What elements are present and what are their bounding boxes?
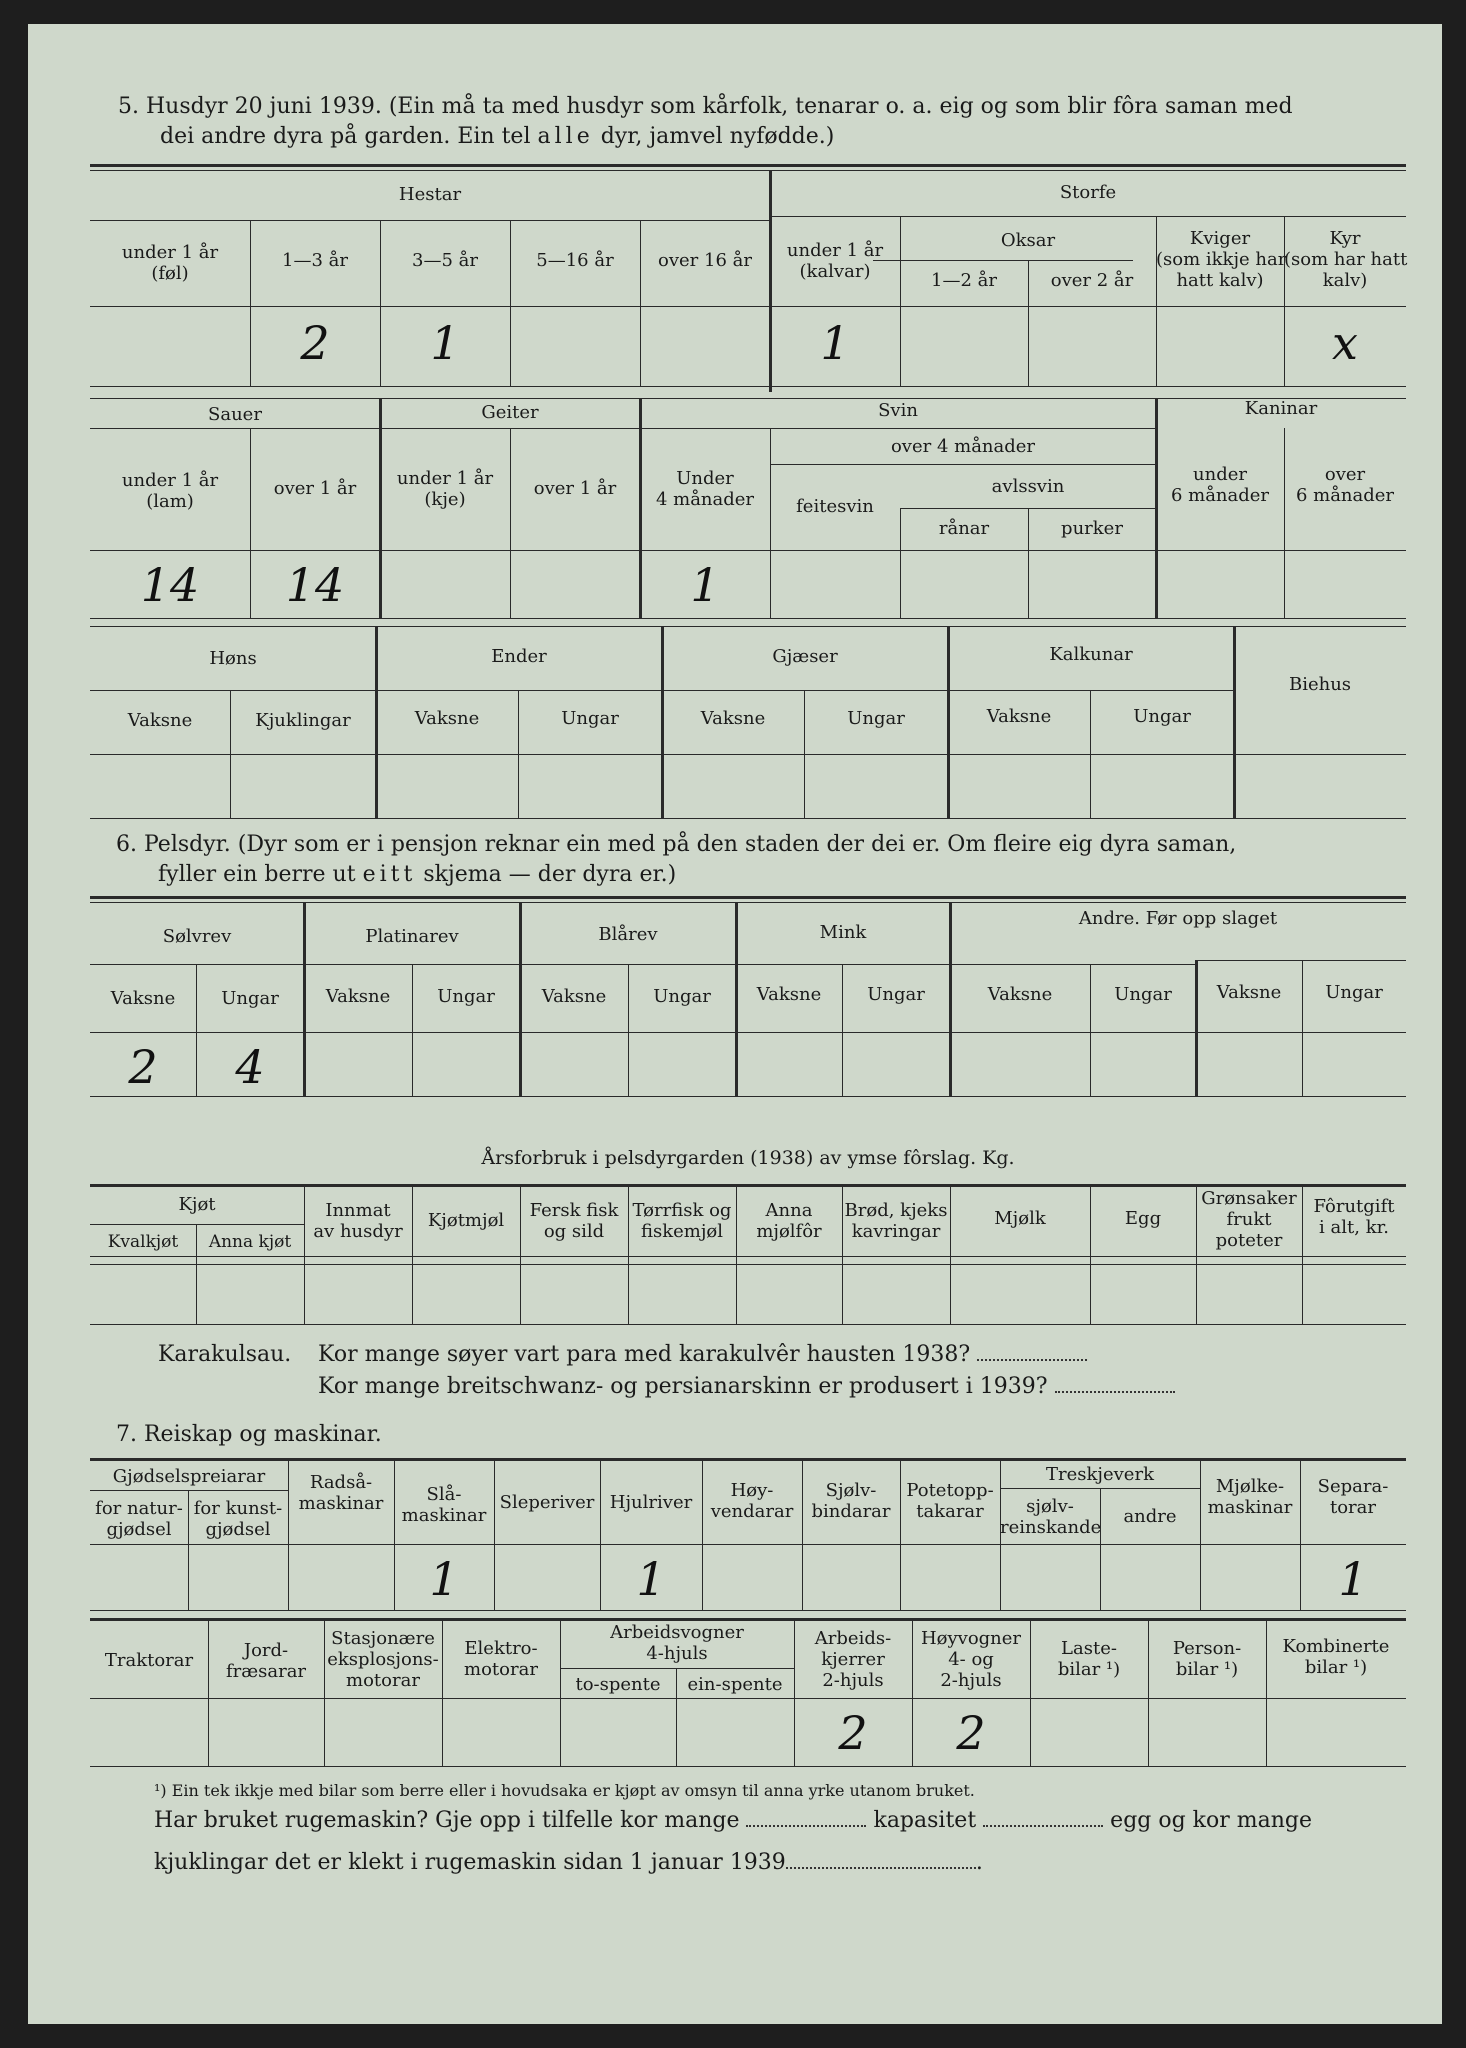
value-cell: 1: [690, 558, 720, 612]
rule: [208, 1618, 209, 1766]
rule: [600, 1458, 601, 1610]
rule: [802, 1458, 803, 1610]
rule: [1196, 1184, 1197, 1324]
gronsaker: Grønsaker frukt poteter: [1201, 1188, 1297, 1251]
rule: [1284, 216, 1285, 386]
einspente: ein-spente: [687, 1674, 783, 1695]
rule: [510, 220, 511, 386]
innmat: Innmat av husdyr: [313, 1200, 403, 1242]
value-cell: x: [1332, 316, 1358, 370]
hons-vaksne: Vaksne: [127, 710, 193, 731]
section6-intro-1: (Dyr som er i pensjon reknar ein med på den staden der dei er. Om fleire eig dyra saman,: [237, 832, 1237, 857]
rule: [735, 902, 738, 1096]
biehus-title: Biehus: [1288, 674, 1352, 695]
rule: [1200, 1458, 1201, 1610]
platinarev-title: Platinarev: [365, 926, 459, 947]
rule: [661, 626, 664, 818]
kaninar-title: Kaninar: [1244, 398, 1318, 419]
personbilar: Person- bilar ¹): [1172, 1638, 1242, 1680]
storfe-title: Storfe: [1059, 182, 1117, 203]
hoyvendarar: Høy- vendarar: [710, 1480, 794, 1522]
section6-heading: 6. Pelsdyr.: [116, 832, 231, 857]
section6-intro-2a: fyller ein berre ut: [158, 862, 356, 887]
gjodsel-kunst: for kunst- gjødsel: [193, 1498, 283, 1540]
rule: [90, 964, 1196, 965]
hestar-col-over16: over 16 år: [658, 250, 752, 271]
pelsdyr-vaksne: Vaksne: [325, 986, 391, 1007]
rule: [1000, 1458, 1001, 1610]
torrfisk: Tørrfisk og fiskemjøl: [632, 1200, 732, 1242]
pelsdyr-vaksne: Vaksne: [110, 988, 176, 1009]
rule: [380, 220, 381, 386]
sauer-title: Sauer: [208, 404, 262, 425]
hons-title: Høns: [209, 648, 257, 669]
mink-title: Mink: [819, 922, 867, 943]
karakul-q2: Kor mange breitschwanz- og persianarskinn er produsert i 1939?: [318, 1374, 1175, 1400]
rule: [1028, 260, 1029, 386]
rule: [90, 1224, 304, 1225]
rule: [1284, 428, 1285, 618]
geiter-col-over1: over 1 år: [533, 478, 617, 499]
census-form-page: [28, 24, 1442, 2024]
rule: [1090, 1184, 1091, 1324]
rule: [628, 964, 629, 1096]
rule: [1030, 1618, 1031, 1766]
sauer-col-over1: over 1 år: [273, 478, 357, 499]
hjulriver: Hjulriver: [609, 1492, 693, 1513]
geiter-title: Geiter: [481, 402, 539, 423]
rule: [188, 1490, 189, 1610]
treskjeverk-andre: andre: [1123, 1506, 1177, 1527]
rule: [90, 1324, 1406, 1325]
rule: [412, 1184, 413, 1324]
kjot-title: Kjøt: [178, 1194, 216, 1215]
footnote: ¹) Ein tek ikkje med bilar som berre eller i hovudsaka er kjøpt av omsyn til anna yrke utanom bruket.: [154, 1781, 975, 1800]
rule: [442, 1618, 443, 1766]
elektromotorar: Elektro- motorar: [464, 1638, 538, 1680]
rule: [90, 1618, 1406, 1621]
pelsdyr-ungar: Ungar: [221, 988, 279, 1009]
jordfraesarar: Jord- fræsarar: [225, 1640, 307, 1682]
rule: [640, 220, 641, 386]
rule: [639, 398, 642, 618]
rule: [770, 216, 1406, 217]
svin-over4-title: over 4 månader: [890, 436, 1036, 457]
radsa: Radså- maskinar: [298, 1472, 384, 1514]
rule: [90, 306, 1406, 307]
rule: [1300, 1458, 1301, 1610]
section6-intro-emph: eitt: [362, 862, 417, 887]
value-cell: 14: [285, 558, 345, 612]
treskjeverk-title: Treskjeverk: [1046, 1464, 1154, 1485]
rule: [949, 902, 952, 1096]
storfe-col-kyr: Kyr (som har hatt kalv): [1284, 228, 1408, 291]
value-cell: 2: [128, 1040, 158, 1094]
value-cell: 2: [956, 1706, 986, 1760]
rule: [90, 626, 1406, 627]
rule: [1028, 508, 1029, 618]
arbeidsvogner-title: Arbeidsvogner 4-hjuls: [610, 1622, 744, 1664]
rule: [90, 220, 770, 221]
rule: [90, 754, 1406, 755]
rule: [1302, 1184, 1303, 1324]
svin-col-purker: purker: [1061, 518, 1123, 539]
karakul-q1: Kor mange søyer vart para med karakulvêr hausten 1938?: [318, 1342, 1087, 1368]
rule: [230, 690, 231, 818]
kaninar-col-under6: under 6 månader: [1170, 464, 1270, 506]
rule: [1233, 626, 1236, 818]
value-cell: 2: [838, 1706, 868, 1760]
rule: [1156, 216, 1157, 386]
section7-heading: 7. Reiskap og maskinar.: [116, 1422, 382, 1447]
potetopptakarar: Potetopp- takarar: [906, 1480, 994, 1522]
tospente: to-spente: [575, 1674, 661, 1695]
section5-line1: [118, 94, 1293, 120]
rule: [90, 1766, 1406, 1767]
kombinerte-bilar: Kombinerte bilar ¹): [1282, 1636, 1390, 1678]
rule: [1090, 964, 1091, 1096]
rule: [379, 398, 382, 618]
rule: [250, 428, 251, 618]
rule: [324, 1618, 325, 1766]
rule: [1266, 1618, 1267, 1766]
egg: Egg: [1124, 1208, 1162, 1229]
stasjonaere-motorar: Stasjonære eksplosjons- motorar: [327, 1628, 439, 1691]
svin-avlssvin-title: avlssvin: [991, 476, 1065, 497]
hestar-col-foel: under 1 år (føl): [121, 242, 219, 284]
andre-title: Andre. Før opp slaget: [1078, 908, 1278, 929]
rule: [1302, 960, 1303, 1096]
pelsdyr-ungar: Ungar: [653, 986, 711, 1007]
gjodsel-natur: for natur- gjødsel: [95, 1498, 183, 1540]
section6-line2: [158, 862, 676, 888]
karakul-answer-2[interactable]: [1055, 1391, 1175, 1393]
ender-vaksne: Vaksne: [414, 708, 480, 729]
sjolvreinskande: sjølv- reinskande: [1000, 1496, 1102, 1538]
pelsdyr-vaksne: Vaksne: [987, 984, 1053, 1005]
rule: [90, 164, 1406, 167]
svin-col-under4: Under 4 månader: [655, 468, 755, 510]
rule: [518, 690, 519, 818]
gjodsel-title: Gjødselspreiarar: [112, 1466, 266, 1487]
rule: [842, 1184, 843, 1324]
rule: [702, 1458, 703, 1610]
rule: [770, 464, 1156, 465]
kjotmjol: Kjøtmjøl: [427, 1210, 505, 1231]
section5-intro-1: (Ein må ta med husdyr som kårfolk, tenarar o. a. eig og som blir fôra saman med: [388, 94, 1293, 119]
rugemaskin-count-field[interactable]: [746, 1825, 866, 1827]
traktorar: Traktorar: [104, 1650, 194, 1671]
rule: [628, 1184, 629, 1324]
rule: [676, 1668, 677, 1766]
anna-mjolfor: Anna mjølfôr: [756, 1200, 822, 1242]
rule: [375, 626, 378, 818]
hestar-title: Hestar: [398, 184, 462, 205]
arbeidskjerrer: Arbeids- kjerrer 2-hjuls: [814, 1628, 892, 1691]
rule: [1148, 1618, 1149, 1766]
gjaeser-vaksne: Vaksne: [700, 708, 766, 729]
lastebilar: Laste- bilar ¹): [1057, 1638, 1121, 1680]
sleperiver: Sleperiver: [499, 1492, 595, 1513]
rule: [900, 216, 901, 386]
separatorar: Separa- torar: [1317, 1476, 1389, 1518]
hestar-col-5-16: 5—16 år: [536, 250, 614, 271]
rule: [520, 1184, 521, 1324]
oksar-col-over2: over 2 år: [1050, 270, 1134, 291]
sla: Slå- maskinar: [401, 1484, 487, 1526]
value-cell: 2: [300, 316, 330, 370]
kalkunar-ungar: Ungar: [1133, 706, 1191, 727]
value-cell: 1: [429, 1552, 459, 1606]
rugemaskin-capacity-field[interactable]: [983, 1825, 1103, 1827]
kaninar-col-over6: over 6 månader: [1295, 464, 1395, 506]
kalkunar-title: Kalkunar: [1049, 644, 1133, 665]
rule: [90, 896, 1406, 899]
svin-col-ranar: rånar: [938, 518, 990, 539]
svin-col-feitesvin: feitesvin: [796, 496, 874, 517]
anna-kjot: Anna kjøt: [208, 1232, 292, 1252]
rule: [842, 964, 843, 1096]
mjolk: Mjølk: [994, 1208, 1046, 1229]
fersk-fisk: Fersk fisk og sild: [529, 1200, 619, 1242]
rule: [90, 818, 1406, 819]
rule: [196, 964, 197, 1096]
kvalkjot: Kvalkjøt: [107, 1232, 179, 1252]
gjaeser-ungar: Ungar: [847, 708, 905, 729]
rule: [912, 1618, 913, 1766]
oksar-title: Oksar: [1000, 230, 1056, 251]
value-cell: 1: [820, 316, 850, 370]
gjaeser-title: Gjæser: [772, 646, 838, 667]
rule: [90, 170, 1406, 171]
rule: [90, 1610, 1406, 1611]
rule: [1155, 398, 1158, 618]
rule: [90, 550, 1406, 551]
section6-intro-2b: skjema — der dyra er.): [423, 862, 677, 887]
kjuklingar-count-field[interactable]: [786, 1867, 976, 1869]
rule: [90, 1698, 1406, 1699]
rule: [770, 428, 771, 618]
rule: [90, 1264, 1406, 1265]
pelsdyr-ungar: Ungar: [867, 984, 925, 1005]
rule: [873, 260, 1133, 261]
rule: [90, 1256, 1406, 1257]
rule: [1100, 1488, 1101, 1610]
solvrev-title: Sølvrev: [162, 926, 232, 947]
rule: [90, 902, 1406, 903]
forbruk-title: Årsforbruk i pelsdyrgarden (1938) av ymse fôrslag. Kg.: [481, 1147, 1015, 1169]
value-cell: 1: [1338, 1552, 1368, 1606]
rule: [412, 964, 413, 1096]
rugemaskin-line1: Har bruket rugemaskin? Gje opp i tilfelle kor mange kapasitet egg og kor mange: [154, 1808, 1313, 1833]
rule: [510, 428, 511, 618]
rule: [950, 1184, 951, 1324]
rule: [794, 1618, 795, 1766]
forutgift: Fôrutgift i alt, kr.: [1313, 1196, 1395, 1238]
rule: [736, 1184, 737, 1324]
rule: [90, 618, 1406, 619]
brod-kjeks: Brød, kjeks kavringar: [844, 1200, 948, 1242]
rule: [1090, 690, 1091, 818]
hestar-col-1-3: 1—3 år: [282, 250, 348, 271]
rule: [804, 690, 805, 818]
value-cell: 4: [235, 1040, 265, 1094]
ender-ungar: Ungar: [561, 708, 619, 729]
rule: [1196, 960, 1406, 961]
blarev-title: Blårev: [598, 924, 658, 945]
sauer-col-lam: under 1 år (lam): [121, 470, 219, 512]
pelsdyr-ungar: Ungar: [1114, 984, 1172, 1005]
pelsdyr-vaksne: Vaksne: [1216, 982, 1282, 1003]
rule: [394, 1458, 395, 1610]
section6-line1: [116, 832, 1236, 858]
rule: [90, 1490, 288, 1491]
pelsdyr-ungar: Ungar: [437, 986, 495, 1007]
karakul-answer-1[interactable]: [977, 1359, 1087, 1361]
rule: [304, 1184, 305, 1324]
hons-kjuklingar: Kjuklingar: [255, 710, 351, 731]
rule: [250, 220, 251, 386]
section5-heading: 5. Husdyr 20 juni 1939.: [118, 94, 382, 119]
rule: [560, 1618, 561, 1766]
svin-title: Svin: [878, 400, 918, 421]
rule: [303, 902, 306, 1096]
rule: [947, 626, 950, 818]
rule: [90, 1184, 1406, 1187]
rule: [519, 902, 522, 1096]
pelsdyr-vaksne: Vaksne: [541, 986, 607, 1007]
section5-intro-2a: dei andre dyra på garden. Ein tel: [160, 124, 531, 149]
karakul-label: Karakulsau.: [158, 1342, 292, 1367]
rule: [90, 1096, 1406, 1097]
rule: [196, 1224, 197, 1324]
value-cell: 14: [140, 558, 200, 612]
mjolkemaskinar: Mjølke- maskinar: [1207, 1476, 1293, 1518]
pelsdyr-ungar: Ungar: [1325, 982, 1383, 1003]
geiter-col-kje: under 1 år (kje): [396, 468, 494, 510]
section5-intro-emph: alle: [537, 124, 594, 149]
value-cell: 1: [636, 1552, 666, 1606]
rule: [90, 386, 1406, 387]
sjolvbindarar: Sjølv- bindarar: [811, 1480, 891, 1522]
rule: [900, 508, 901, 618]
rule: [560, 1668, 794, 1669]
section5-intro-2b: dyr, jamvel nyfødde.): [600, 124, 835, 149]
hoyvogner: Høyvogner 4- og 2-hjuls: [920, 1628, 1022, 1691]
rugemaskin-line2: kjuklingar det er klekt i rugemaskin sidan 1 januar 1939 .: [154, 1850, 983, 1875]
oksar-col-1-2: 1—2 år: [931, 270, 997, 291]
pelsdyr-vaksne: Vaksne: [756, 984, 822, 1005]
rule: [900, 1458, 901, 1610]
rule: [1195, 960, 1198, 1096]
kalkunar-vaksne: Vaksne: [986, 706, 1052, 727]
storfe-col-kviger: Kviger (som ikkje har hatt kalv): [1156, 228, 1287, 291]
rule: [90, 1032, 1406, 1033]
ender-title: Ender: [491, 646, 547, 667]
value-cell: 1: [430, 316, 460, 370]
hestar-col-3-5: 3—5 år: [412, 250, 478, 271]
storfe-col-kalvar: under 1 år (kalvar): [786, 240, 884, 282]
section5-line2: [160, 124, 834, 150]
rule: [494, 1458, 495, 1610]
rule: [288, 1458, 289, 1610]
